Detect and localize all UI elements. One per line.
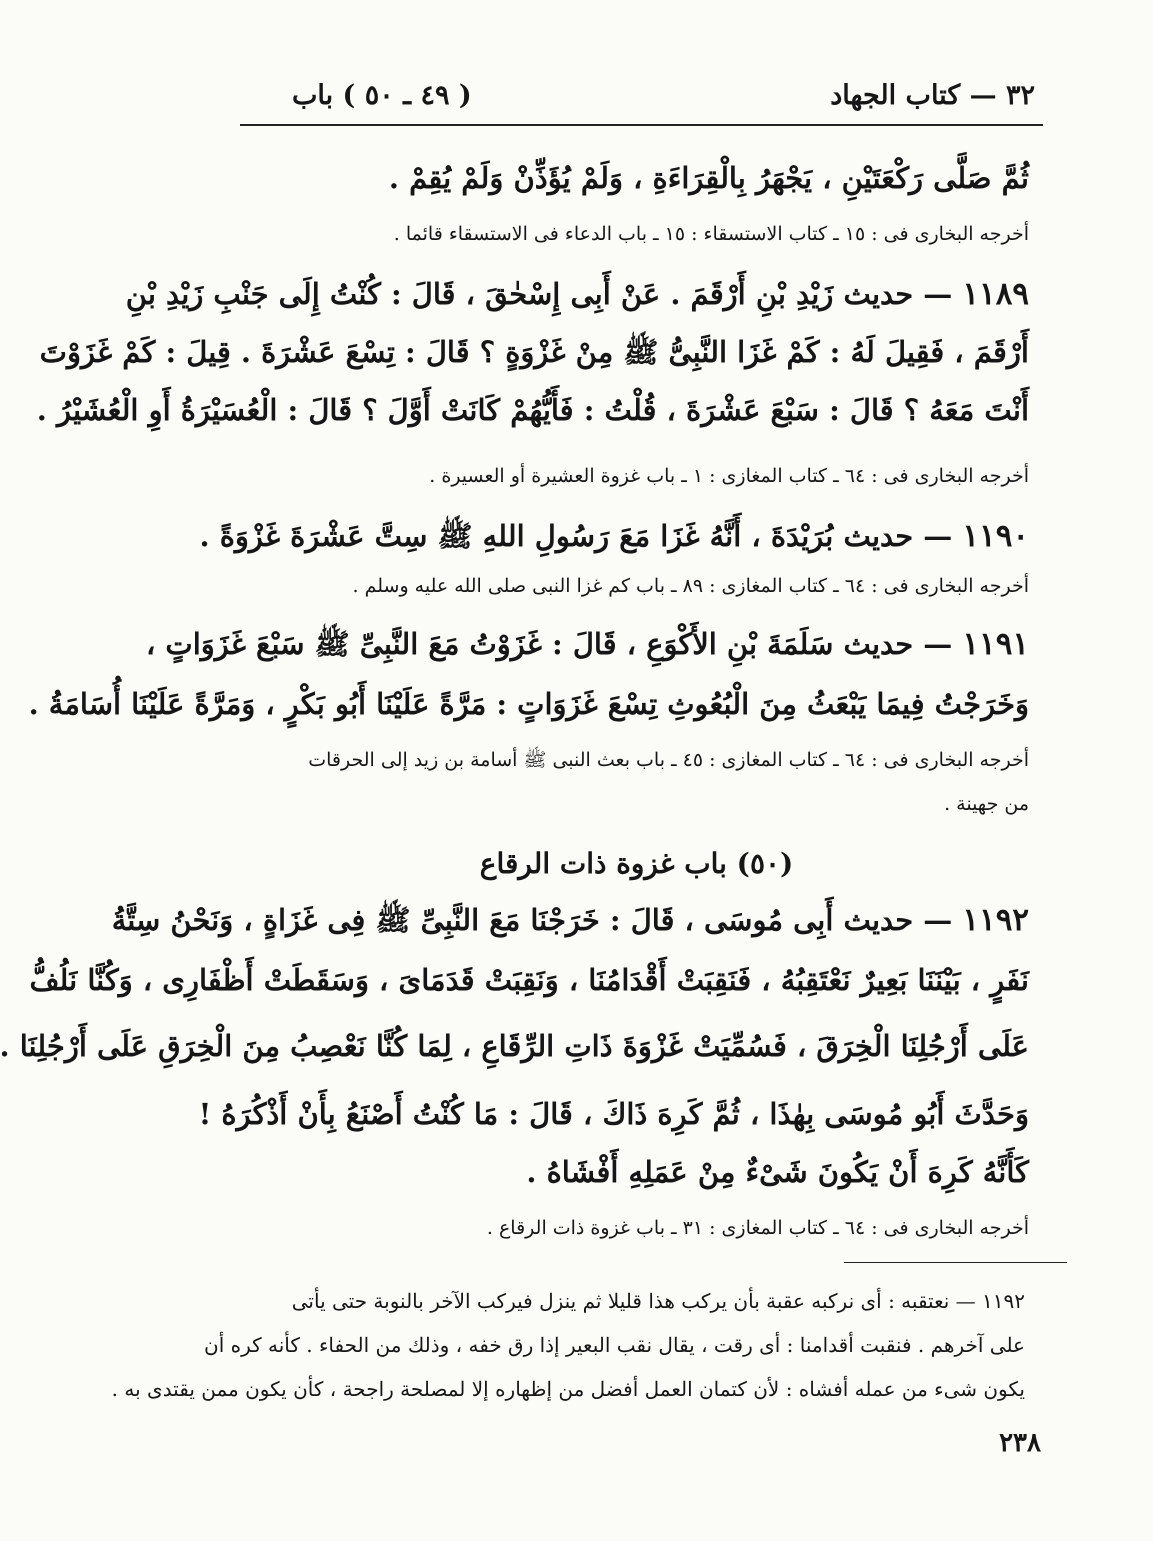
footnote-line-2: على آخرهم . فنقبت أقدامنا : أى رقت ، يقال نقب البعير إذا رق خفه ، وذلك من الحفاء . كأنه كره أن	[204, 1333, 1025, 1357]
hadith-reference: أخرجه البخارى فى : ٦٤ ـ كتاب المغازى : ٣١ ـ باب غزوة ذات الرقاع .	[486, 1217, 1029, 1239]
hadith-number: ١١٩١	[962, 626, 1029, 662]
footnote-line-3: يكون شىء من عمله أفشاه : لأن كتمان العمل أفضل من إظهاره إلا لمصلحة راجحة ، كأن يكون ممن يقتدى به .	[111, 1377, 1025, 1401]
footnote-divider	[844, 1262, 1067, 1263]
page-number: ٢٣٨	[999, 1428, 1041, 1458]
hadith-reference-continued: من جهينة .	[944, 793, 1029, 815]
hadith-text: — حديث أَبِى مُوسَى ، قَالَ : خَرَجْنَا مَعَ النَّبِىِّ ﷺ فِى غَزَاةٍ ، وَنَحْنُ سِتَّةُ	[111, 903, 953, 937]
hadith-1191-line-2: وَخَرَجْتُ فِيمَا يَبْعَثُ مِنَ الْبُعُوثِ تِسْعَ غَزَوَاتٍ : مَرَّةً عَلَيْنَا أَبُو بَكْرٍ ، وَمَرَّةً عَلَيْنَا أُسَامَةُ .	[28, 687, 1029, 721]
chapter-heading: (٥٠) باب غزوة ذات الرقاع	[479, 847, 794, 880]
hadith-number: ١١٨٩	[962, 276, 1029, 312]
page-header	[252, 80, 1035, 116]
hadith-1192-line-4: وَحَدَّثَ أَبُو مُوسَى بِهٰذَا ، ثُمَّ كَرِهَ ذَاكَ ، قَالَ : مَا كُنْتُ أَصْنَعُ بِأَنْ أَذْكُرَهُ !	[198, 1097, 1029, 1131]
hadith-1189-line-3: أَنْتَ مَعَهُ ؟ قَالَ : سَبْعَ عَشْرَةَ ، قُلْتُ : فَأَيُّهُمْ كَانَتْ أَوَّلَ ؟ قَالَ : الْعُسَيْرَةُ أَوِ الْعُشَيْرُ .	[36, 393, 1029, 427]
hadith-1192-line-5: كَأَنَّهُ كَرِهَ أَنْ يَكُونَ شَىْءٌ مِنْ عَمَلِهِ أَفْشَاهُ .	[526, 1155, 1029, 1189]
hadith-1192-line-2: نَفَرٍ ، بَيْنَنَا بَعِيرٌ نَعْتَقِبُهُ ، فَنَقِبَتْ أَقْدَامُنَا ، وَنَقِبَتْ قَدَمَاىَ ، وَسَقَطَتْ أَظْفَارِى ، وَكُنَّا نَلُفُّ	[29, 963, 1029, 997]
hadith-1191-line-1	[145, 622, 1029, 666]
hadith-1192-line-1	[111, 898, 1029, 942]
hadith-1190-line-1	[199, 514, 1029, 558]
hadith-reference: أخرجه البخارى فى : ١٥ ـ كتاب الاستسقاء : ١٥ ـ باب الدعاء فى الاستسقاء قائما .	[393, 223, 1029, 245]
footnote-line-1: ١١٩٢ — نعتقبه : أى نركبه عقبة بأن يركب هذا قليلا ثم ينزل فيركب الآخر بالنوبة حتى يأتى	[291, 1289, 1025, 1313]
hadith-reference: أخرجه البخارى فى : ٦٤ ـ كتاب المغازى : ٤٥ ـ باب بعث النبى ﷺ أسامة بن زيد إلى الحرقات	[308, 749, 1029, 771]
hadith-reference: أخرجه البخارى فى : ٦٤ ـ كتاب المغازى : ١ ـ باب غزوة العشيرة أو العسيرة .	[429, 465, 1029, 487]
hadith-reference: أخرجه البخارى فى : ٦٤ ـ كتاب المغازى : ٨٩ ـ باب كم غزا النبى صلى الله عليه وسلم .	[352, 575, 1029, 597]
hadith-number: ١١٩٠	[962, 518, 1029, 554]
hadith-text: — حديث سَلَمَةَ بْنِ الأَكْوَعِ ، قَالَ : غَزَوْتُ مَعَ النَّبِىِّ ﷺ سَبْعَ غَزَوَاتٍ ،	[145, 627, 953, 661]
header-divider	[240, 124, 1043, 126]
hadith-number: ١١٩٢	[962, 902, 1029, 938]
hadith-text: — حديث زَيْدِ بْنِ أَرْقَمَ . عَنْ أَبِى إِسْحٰقَ ، قَالَ : كُنْتُ إِلَى جَنْبِ زَيْدِ بْنِ	[125, 277, 953, 311]
hadith-1192-line-3: عَلَى أَرْجُلِنَا الْخِرَقَ ، فَسُمِّيَتْ غَزْوَةَ ذَاتِ الرِّقَاعِ ، لِمَا كُنَّا نَعْصِبُ مِنَ الْخِرَقِ عَلَى أَرْجُلِنَا .	[0, 1029, 1029, 1063]
hadith-text: — حديث بُرَيْدَةَ ، أَنَّهُ غَزَا مَعَ رَسُولِ اللهِ ﷺ سِتَّ عَشْرَةَ غَزْوَةً .	[199, 519, 953, 553]
hadith-1189-line-1	[125, 272, 1029, 316]
header-book-title: ٣٢ — كتاب الجهاد	[830, 80, 1035, 111]
header-chapter-range: ( ٤٩ ـ ٥٠ ) باب	[292, 80, 472, 111]
hadith-text-line: ثُمَّ صَلَّى رَكْعَتَيْنِ ، يَجْهَرُ بِالْقِرَاءَةِ ، وَلَمْ يُؤَذِّنْ وَلَمْ يُقِمْ .	[388, 161, 1029, 195]
hadith-1189-line-2: أَرْقَمَ ، فَقِيلَ لَهُ : كَمْ غَزَا النَّبِىُّ ﷺ مِنْ غَزْوَةٍ ؟ قَالَ : تِسْعَ عَشْرَةَ . قِيلَ : كَمْ غَزَوْتَ	[39, 335, 1029, 369]
